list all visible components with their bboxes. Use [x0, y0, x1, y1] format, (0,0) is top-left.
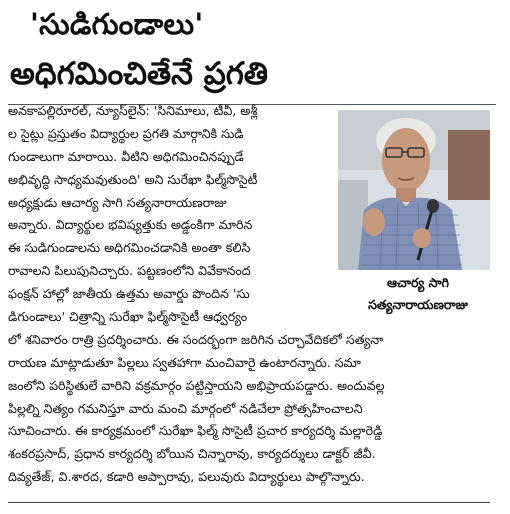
body-line: గుండాలుగా మారాయి. వీటిని అధిగమించినప్పుడే	[8, 148, 244, 164]
body-line: జంలోని పరిస్థితులే వారిని వక్రమార్గం పట్టిస్తాయని అభిప్రాయపడ్డారు. అందువల్ల	[8, 377, 385, 393]
speaker-photo	[338, 110, 490, 270]
caption-line-2: సత్యనారాయణరాజు	[368, 297, 468, 312]
body-line: అధ్యక్షుడు ఆచార్య సాగి సత్యనారాయణరాజు	[8, 194, 227, 210]
speaker-portrait-image	[338, 110, 490, 270]
caption-line-1: ఆచార్య సాగి	[387, 275, 449, 290]
body-line: పిల్లల్ని నిత్యం గమనిస్తూ వారు మంచి మార్గంలో నడిచేలా ప్రోత్సహించాలని	[8, 400, 363, 416]
headline-line-1: 'సుడిగుండాలు'	[30, 7, 204, 41]
body-line: అభివృద్ధి సాధ్యమవుతుంది' అని సురేఖా ఫిల్మ్‌సొసైటీ	[8, 171, 258, 187]
body-line: లో శనివారం రాత్రి ప్రదర్శించారు. ఈ సందర్భంగా జరిగిన చర్చావేదికలో సత్యనా	[8, 331, 384, 347]
body-line: రావాలని పిలుపునిచ్చారు. పట్టణంలోని వివేకానంద	[8, 263, 251, 279]
body-line: శంకరప్రసాద్, ప్రధాన కార్యదర్శి బోయిన చిన్నారావు, కార్యదర్శులు డాక్టర్ జీవీ.	[8, 446, 376, 462]
body-line: ఈ సుడిగుండాలను అధిగమించడానికి అంతా కలిసి	[8, 240, 251, 256]
bottom-divider	[8, 502, 490, 503]
photo-caption	[338, 272, 498, 316]
body-line: అనకాపల్లిరూరల్, న్యూస్‌లైన్: 'సినిమాలు, టీవీ, అశ్లీ	[8, 103, 258, 118]
body-line: ల సైట్లు ప్రస్తుతం విద్యార్థుల ప్రగతి మార్గానికి సుడి	[8, 125, 244, 141]
body-line: ఫంక్షన్ హాల్లో జాతీయ ఉత్తమ అవార్డు పొందిన 'సు	[8, 286, 250, 302]
body-line: రాయణ మాట్లాడుతూ పిల్లలు స్వతహాగా మంచివారై ఉంటారన్నారు. సమా	[8, 354, 361, 370]
body-line: సూచించారు. ఈ కార్యక్రమంలో సురేఖా ఫిల్మ్ సొసైటీ ప్రచార కార్యదర్శి మల్లారెడ్డి	[8, 423, 383, 439]
body-line: డిగుండాలు' చిత్రాన్ని సురేఖా ఫిల్మ్‌సొసైటీ ఆధ్వర్యం	[8, 309, 248, 325]
headline-line-2: అధిగమించితేనే ప్రగతి	[10, 56, 269, 92]
body-line: దివ్యతేజ్, వి.శారద, కడారి అప్పారావు, పలువురు విద్యార్థులు పాల్గొన్నారు.	[8, 469, 365, 485]
body-line: అన్నారు. విద్యార్థుల భవిష్యత్తుకు అడ్డంకిగా మారిన	[8, 217, 253, 233]
